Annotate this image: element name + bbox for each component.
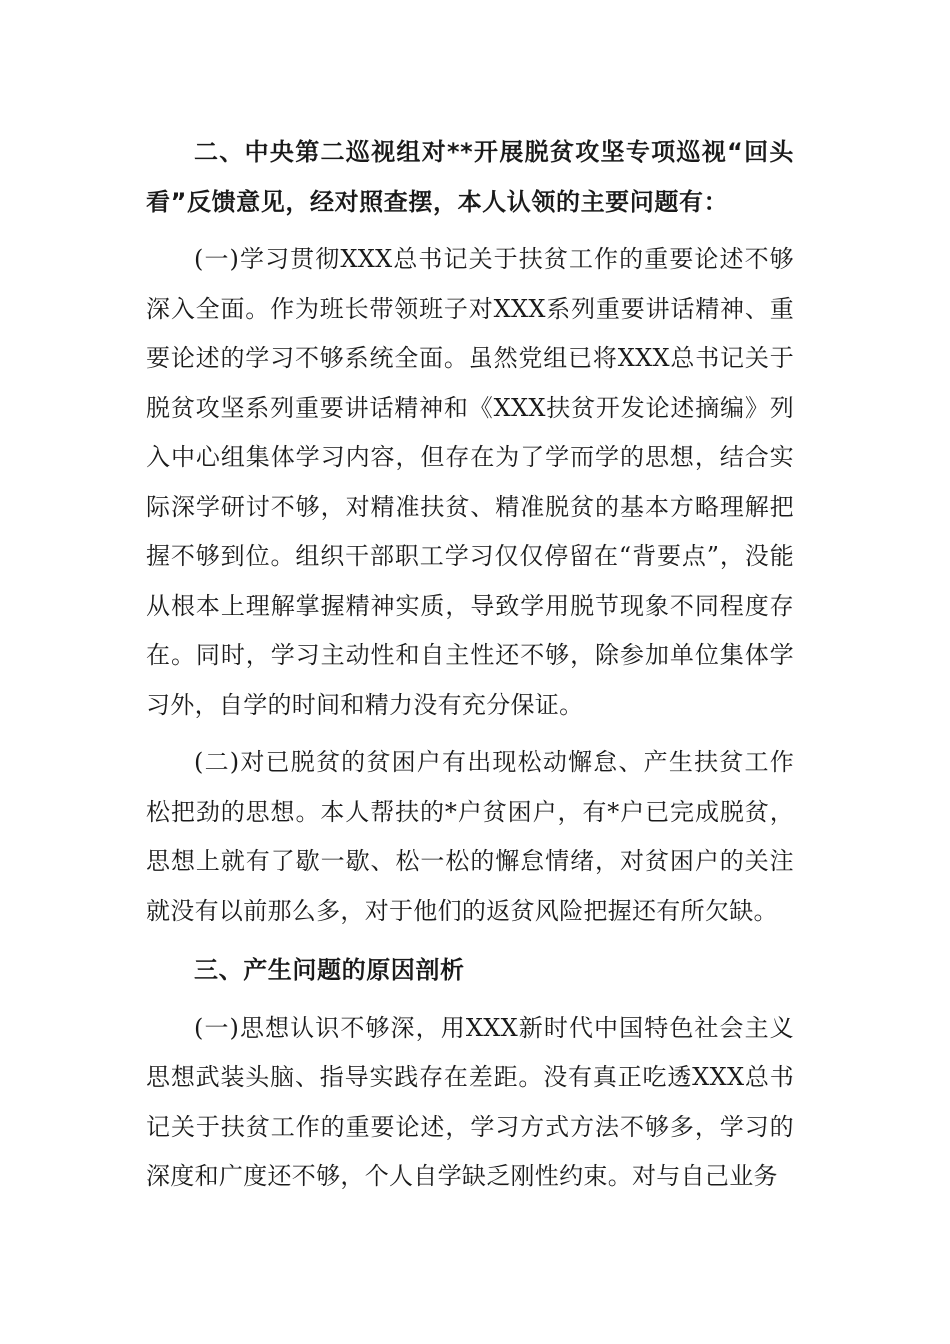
paragraph-2-1: (一)学习贯彻XXX总书记关于扶贫工作的重要论述不够深入全面。作为班长带领班子对XXX系列重要讲话精神、重要论述的学习不够系统全面。虽然党组已将XXX总书记关于脱贫攻坚系列重要讲话精神和《XXX扶贫开发论述摘编》列入中心组集体学习内容，但存在为了学而学的思想，结合实际深学研讨不够，对精准扶贫、精准脱贫的基本方略理解把握不够到位。组织干部职工学习仅仅停留在“背要点”，没能从根本上理解掌握精神实质，导致学用脱节现象不同程度存在。同时，学习主动性和自主性还不够，除参加单位集体学习外，自学的时间和精力没有充分保证。	[146, 245, 794, 719]
paragraph-3-1: (一)思想认识不够深，用XXX新时代中国特色社会主义思想武装头脑、指导实践存在差距。没有真正吃透XXX总书记关于扶贫工作的重要论述，学习方式方法不够多，学习的深度和广度还不够，个人自学缺乏刚性约束。对与自己业务	[146, 1013, 794, 1190]
document-body	[146, 128, 794, 1202]
paragraph-2-2: (二)对已脱贫的贫困户有出现松动懈怠、产生扶贫工作松把劲的思想。本人帮扶的*户贫困户，有*户已完成脱贫，思想上就有了歇一歇、松一松的懈怠情绪，对贫困户的关注就没有以前那么多，对于他们的返贫风险把握还有所欠缺。	[146, 748, 794, 925]
section-heading-3: 三、产生问题的原因剖析	[194, 956, 465, 984]
section-heading-2: 二、中央第二巡视组对**开展脱贫攻坚专项巡视“回头看”反馈意见，经对照查摆，本人认领的主要问题有：	[146, 138, 794, 216]
